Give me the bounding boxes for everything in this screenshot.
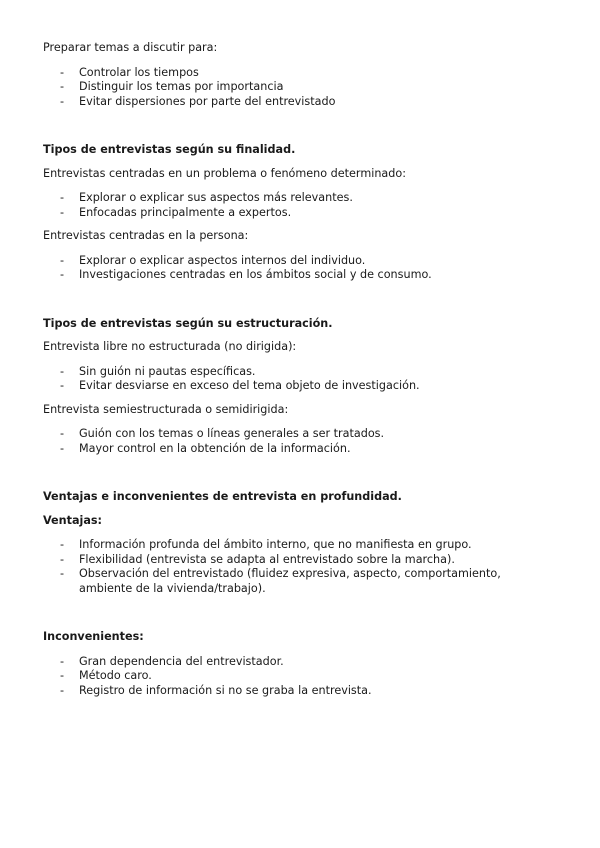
group-label: Entrevistas centradas en un problema o fenómeno determinado:	[43, 166, 406, 180]
list-item: - Información profunda del ámbito interno, que no manifiesta en grupo.	[60, 538, 472, 551]
intro-list	[43, 66, 543, 110]
section-heading-finalidad: Tipos de entrevistas según su finalidad.	[43, 143, 296, 156]
list-item: - Sin guión ni pautas específicas.	[60, 364, 256, 378]
document-page	[43, 41, 543, 698]
intro-text: Preparar temas a discutir para:	[43, 41, 218, 54]
list-item: - Controlar los tiempos	[60, 65, 199, 79]
estructuracion-group2-list	[43, 427, 543, 456]
list-item: - Mayor control en la obtención de la información.	[60, 441, 351, 455]
subheading-inconvenientes: Inconvenientes:	[43, 630, 144, 643]
finalidad-group2-list	[43, 254, 543, 283]
list-item: - Flexibilidad (entrevista se adapta al entrevistado sobre la marcha).	[60, 552, 455, 566]
group-label: Entrevista semiestructurada o semidirigida:	[43, 402, 289, 416]
ventajas-list	[43, 538, 543, 596]
list-item: - Registro de información si no se graba la entrevista.	[60, 683, 372, 697]
list-item: - Observación del entrevistado (fluidez expresiva, aspecto, comportamiento, ambiente de la vivienda/trabajo).	[60, 567, 501, 595]
list-item: - Evitar desviarse en exceso del tema objeto de investigación.	[60, 379, 420, 392]
list-item: - Guión con los temas o líneas generales a ser tratados.	[60, 427, 385, 440]
list-item: - Gran dependencia del entrevistador.	[60, 654, 284, 668]
inconvenientes-list	[43, 655, 543, 699]
list-item: - Explorar o explicar aspectos internos del individuo.	[60, 253, 366, 267]
list-item: - Método caro.	[60, 669, 152, 682]
subheading-ventajas: Ventajas:	[43, 513, 103, 527]
list-item: - Evitar dispersiones por parte del entrevistado	[60, 94, 336, 108]
estructuracion-group1-list	[43, 365, 543, 394]
group-label: Entrevista libre no estructurada (no dirigida):	[43, 340, 297, 353]
section-heading-profundidad: Ventajas e inconvenientes de entrevista en profundidad.	[43, 490, 402, 503]
list-item: - Explorar o explicar sus aspectos más relevantes.	[60, 191, 353, 204]
list-item: - Investigaciones centradas en los ámbitos social y de consumo.	[60, 268, 432, 281]
group-label: Entrevistas centradas en la persona:	[43, 229, 249, 242]
list-item: - Distinguir los temas por importancia	[60, 80, 284, 93]
finalidad-group1-list	[43, 191, 543, 220]
list-item: - Enfocadas principalmente a expertos.	[60, 205, 292, 219]
section-heading-estructuracion: Tipos de entrevistas según su estructuración.	[43, 316, 333, 330]
